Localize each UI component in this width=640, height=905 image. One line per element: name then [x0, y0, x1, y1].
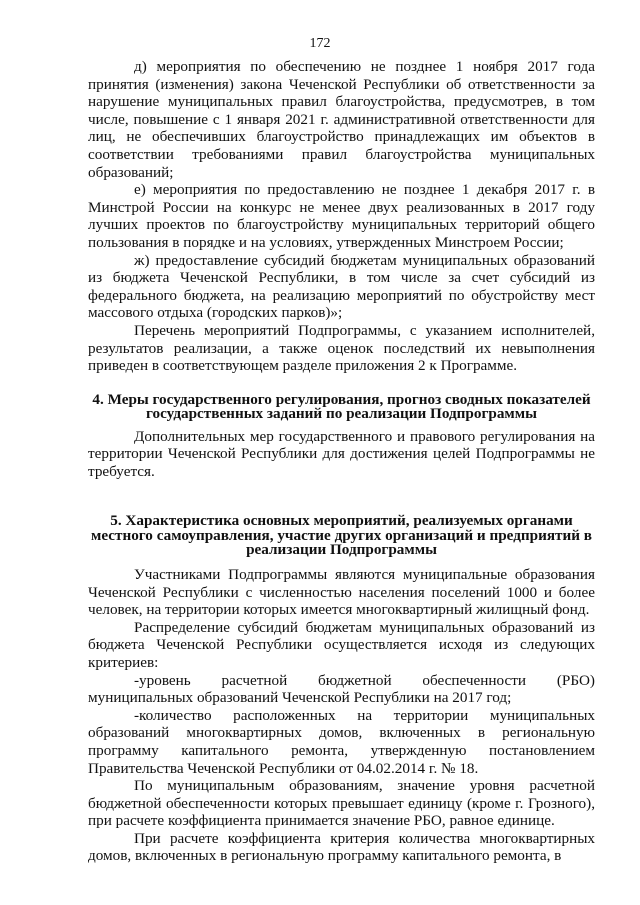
- section-4-heading: 4. Меры государственного регулирования, прогноз сводных показателей государственных заданий по реализации Подпрограммы: [92, 390, 591, 423]
- section-5-paragraph-participants: Участниками Подпрограммы являются муниципальные образования Чеченской Республики с численностью населения поселений 1000 и более человек, на территории которых имеется многоквартирный жилищный фонд.: [88, 565, 595, 619]
- section-5-criterion-houses: -количество расположенных на территории муниципальных образований многоквартирных домов, включенных в региональную программу капитального ремонта, утвержденную постановлением Правительства Чеченской Республики от 04.02.2014 г. № 18.: [88, 706, 595, 777]
- paragraph-item-e: е) мероприятия по предоставлению не позднее 1 декабря 2017 г. в Минстрой России на конкурс не менее двух реализованных в 2017 году лучших проектов по благоустройству муниципальных территорий общего пользования в порядке и на условиях, утвержденных Минстроем России;: [88, 181, 595, 251]
- page-body: [88, 58, 595, 865]
- paragraph-item-zh: ж) предоставление субсидий бюджетам муниципальных образований из бюджета Чеченской Республики, в том числе за счет субсидий из федерального бюджета, на реализацию мероприятий по обустройству мест массового отдыха (городских парков)»;: [88, 251, 595, 322]
- paragraph-item-d: д) мероприятия по обеспечению не позднее 1 ноября 2017 года принятия (изменения) закона Чеченской Республики об ответственности за нарушение муниципальных правил благоустройства, предусмотрев, в том числе, повышение с 1 января 2021 г. административной ответственности для лиц, не обеспечивших благоустройство принадлежащих им объектов в соответствии требованиями правил благоустройства муниципальных образований;: [88, 58, 595, 181]
- section-5-paragraph-coefficient: При расчете коэффициента критерия количества многоквартирных домов, включенных в региональную программу капитального ремонта, в: [88, 829, 595, 865]
- paragraph-activities-list: Перечень мероприятий Подпрограммы, с указанием исполнителей, результатов реализации, а также оценок последствий их невыполнения приведен в соответствующем разделе приложения 2 к Программе.: [88, 321, 595, 375]
- section-4-paragraph: Дополнительных мер государственного и правового регулирования на территории Чеченской Республики для достижения целей Подпрограммы не требуется.: [88, 427, 595, 480]
- page-number: 172: [309, 36, 331, 51]
- section-5-paragraph-rbo-value: По муниципальным образованиям, значение уровня расчетной бюджетной обеспеченности которых превышает единицу (кроме г. Грозного), при расчете коэффициента принимается значение РБО, равное единице.: [88, 777, 595, 830]
- section-5-paragraph-distribution: Распределение субсидий бюджетам муниципальных образований из бюджета Чеченской Республики осуществляется исходя из следующих критериев:: [88, 618, 595, 671]
- section-5-heading: 5. Характеристика основных мероприятий, реализуемых органами местного самоуправления, участие других организаций и предприятий в реализации Подпрограммы: [90, 512, 593, 559]
- section-5-criterion-rbo: -уровень расчетной бюджетной обеспеченности (РБО) муниципальных образований Чеченской Республики на 2017 год;: [88, 671, 595, 707]
